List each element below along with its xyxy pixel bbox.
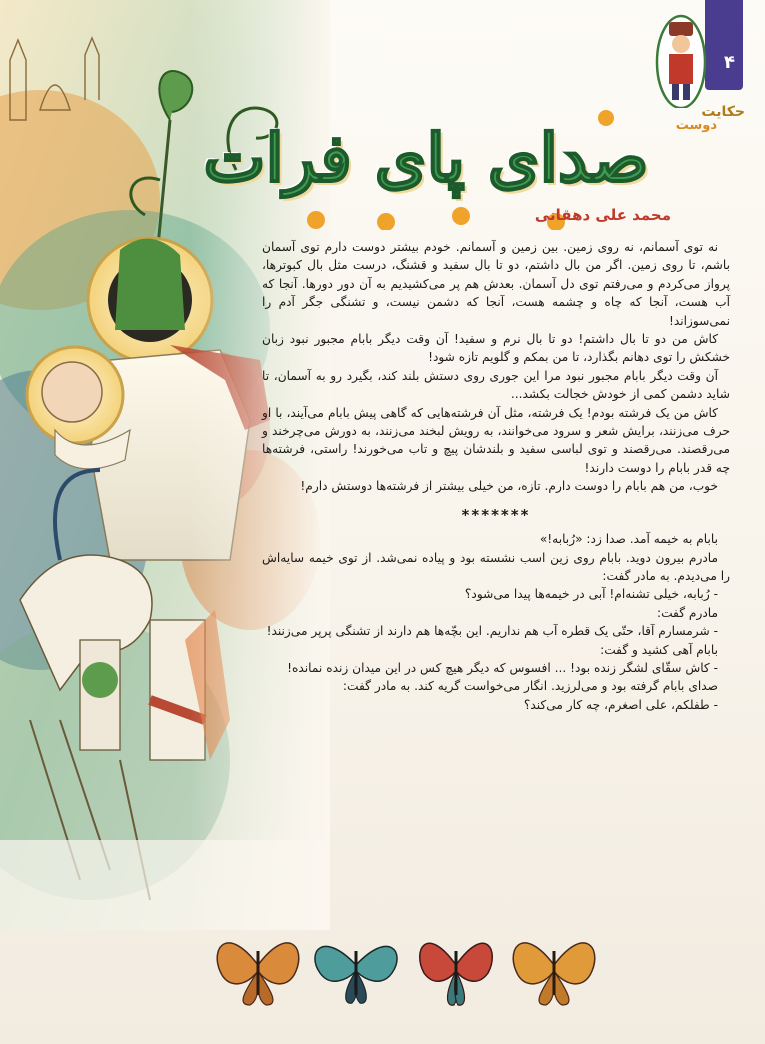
paragraph: - شرمسارم آقا، حتّی یک قطره آب هم نداریم. این بچّه‌ها هم دارند از تشنگی پرپر می‌زنند! [266,624,718,639]
mascot-icon [655,14,707,108]
paragraph: خوب، من هم بابام را دوست دارم. تازه، من خیلی بیشتر از فرشته‌ها دوستش دارم! [300,479,718,494]
paragraph: کاش من دو تا بال داشتم! دو تا بال نرم و سفید! آن وقت دیگر بابام مجبور نبود زبان خشکش را توی دهانم بگذارد، تا من بمکم و گلویم تازه شود! [262,332,730,365]
paragraph: کاش من یک فرشته بودم! یک فرشته، مثل آن فرشته‌هایی که گاهی پیش بابام می‌آیند، با او حرف می‌زنند، برایش شعر و سرود می‌خوانند، به رویش لبخند می‌زنند، به دورش می‌چرخند و می‌رقصند. می‌رقصند و توی لباسی سفید و بلندشان پیچ و تاب می‌خورند! راستی، فرشته‌ها چه قدر بابام را دوست دارند! [262,405,730,475]
story-title: صدای پای فرات [203,119,649,197]
paragraph: صدای بابام گرفته بود و می‌لرزید. انگار می‌خواست گریه کند. به مادر گفت: [342,679,718,694]
butterflies-decoration [210,922,610,1008]
section-label: حکایت [701,104,745,120]
butterfly-icon [420,943,493,1005]
author-name: محمد علی دهقانی [534,206,671,224]
magazine-brand: دوست [675,118,717,133]
story-body [262,238,730,714]
paragraph: - طفلکم، علی اصغرم، چه کار می‌کند؟ [523,697,718,712]
paragraph: مادرم بیرون دوید. بابام روی زین اسب نشسته بود و پیاده نمی‌شد. از توی خیمه سایه‌اش را می‌دیدم. به مادر گفت: [262,550,730,583]
page-number: ۴ [724,52,735,73]
butterfly-icon [315,946,397,1003]
paragraph: - کاش سقّای لشگر زنده بود! ... افسوس که دیگر هیچ کس در این میدان زنده نمانده! [287,660,718,675]
paragraph: بابام به خیمه آمد. صدا زد: «رُبابه!» [539,532,718,547]
section-separator: ******* [461,505,531,524]
butterfly-icon [513,943,595,1005]
paragraph: آن وقت دیگر بابام مجبور نبود مرا این جوری روی دستش بلند کند، بگیرد رو به آسمان، تا شاید دشمن کمی از خودش خجالت بکشد... [262,368,730,402]
page-tab [705,0,743,90]
paragraph: بابام آهی کشید و گفت: [600,642,718,657]
paragraph: مادرم گفت: [656,605,718,620]
butterfly-icon [217,943,299,1005]
paragraph: - رُبابه، خیلی تشنه‌ام! آبی در خیمه‌ها پیدا می‌شود؟ [464,587,718,602]
paragraph: نه توی آسمانم، نه روی زمین. بین زمین و آسمانم. خودم بیشتر دوست دارم توی آسمان باشم، تا روی زمین. اگر من بال داشتم، دو تا بال سفید و قشنگ، درست مثل بال کبوترها، پرواز می‌کردم و می‌رفتم توی دل آسمان. بعدش هم پر می‌کشیدیم به آن دور دورها. آنجا که آب هست، آنجا که چاه و چشمه هست، آنجا که دشمن نیست، و تشنگی جگر آدم را نمی‌سوزاند! [262,240,730,328]
